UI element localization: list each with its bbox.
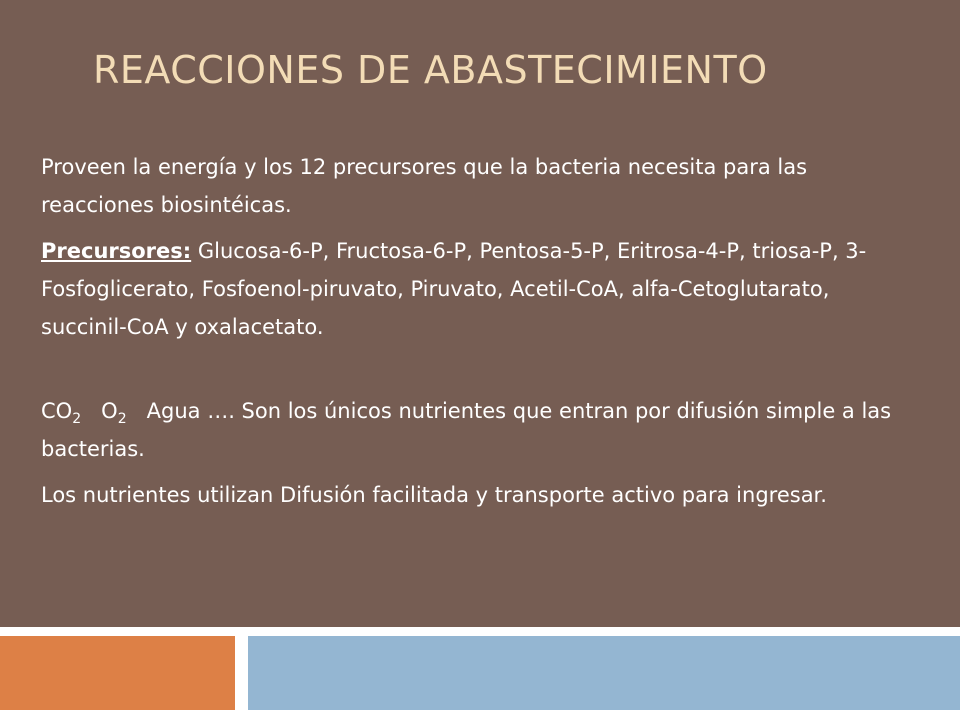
slide-title: REACCIONES DE ABASTECIMIENTO [93, 48, 768, 92]
accent-block-blue [248, 636, 960, 710]
paragraph-nutrients [41, 392, 921, 468]
o2-formula [101, 399, 127, 427]
co2-subscript: 2 [72, 411, 82, 427]
o2-prefix: O [101, 399, 118, 423]
co2-prefix: CO [41, 399, 73, 423]
precursors-list: Glucosa-6-P, Fructosa-6-P, Pentosa-5-P, Eritrosa-4-P, triosa-P, 3-Fosfoglicerato, Fosfoenol-piruvato, Piruvato, Acetil-CoA, alfa-Cetoglutarato, succinil-CoA y oxalacetato. [41, 239, 867, 339]
accent-block-orange [0, 636, 235, 710]
o2-subscript: 2 [117, 411, 127, 427]
nutrients-text: Agua …. Son los únicos nutrientes que entran por difusión simple a las bacterias. [41, 399, 892, 461]
slide-body [41, 148, 921, 514]
paragraph-transport: Los nutrientes utilizan Difusión facilitada y transporte activo para ingresar. [41, 483, 827, 507]
co2-formula [41, 399, 82, 427]
precursors-label: Precursores: [41, 239, 192, 263]
paragraph-precursors [41, 232, 921, 346]
paragraph-energy: Proveen la energía y los 12 precursores que la bacteria necesita para las reacciones biosintéicas. [41, 155, 808, 217]
